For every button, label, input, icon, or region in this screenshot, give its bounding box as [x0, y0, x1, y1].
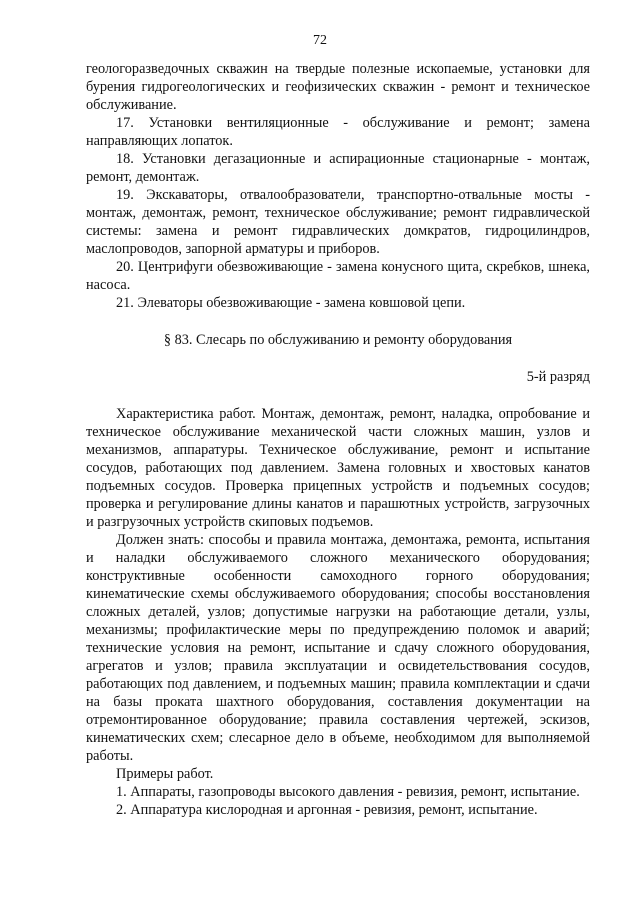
intro-item-19: 19. Экскаваторы, отвалообразователи, транспортно-отвальные мосты - монтаж, демонтаж, ремонт, техническое обслуживание; ремонт гидравлической системы: замена и ремонт гидравлических домкратов, гидроцилиндров, маслопроводов, запорной арматуры и приборов.	[86, 187, 590, 257]
page-content	[86, 60, 590, 819]
work-characteristic: Характеристика работ. Монтаж, демонтаж, ремонт, наладка, опробование и техническое обслуживание механической части сложных машин, узлов и механизмов, аппаратуры. Техническое обслуживание, ремонт и испытание сосудов, работающих под давлением. Замена головных и хвостовых канатов подъемных сосудов. Проверка прицепных устройств и подъемных сосудов; проверка и регулирование длины канатов и парашютных устройств, загрузочных и разгрузочных устройств скиповых подъемов.	[86, 406, 590, 530]
intro-item-20: 20. Центрифуги обезвоживающие - замена конусного щита, скребков, шнека, насоса.	[86, 259, 590, 293]
page-number: 72	[313, 33, 327, 48]
must-know: Должен знать: способы и правила монтажа, демонтажа, ремонта, испытания и наладки обслуживаемого сложного механического оборудования; конструктивные особенности самоходного горного оборудования; кинематические схемы обслуживаемого оборудования; способы восстановления сложных деталей, узлов; допустимые нагрузки на работающие детали, узлы, механизмы; профилактические меры по предупреждению поломок и аварий; технические условия на ремонт, испытание и сдачу сложного оборудования, агрегатов и узлов; правила эксплуатации и освидетельствования сосудов, работающих под давлением, и подъемных машин; правила комплектации и сдачи на базы проката шахтного оборудования, составления документации на отремонтированное оборудование; правила составления чертежей, эскизов, кинематических схем; слесарное дело в объеме, необходимом для выполняемой работы.	[86, 532, 590, 764]
intro-item-18: 18. Установки дегазационные и аспирационные стационарные - монтаж, ремонт, демонтаж.	[86, 151, 590, 185]
intro-item-17: 17. Установки вентиляционные - обслуживание и ремонт; замена направляющих лопаток.	[86, 115, 590, 149]
grade-label: 5-й разряд	[526, 369, 590, 385]
intro-paragraph-continuation: геологоразведочных скважин на твердые полезные ископаемые, установки для бурения гидрогеологических и геофизических скважин - ремонт и техническое обслуживание.	[86, 61, 590, 113]
example-item-2: 2. Аппаратура кислородная и аргонная - ревизия, ремонт, испытание.	[116, 802, 538, 818]
section-heading: § 83. Слесарь по обслуживанию и ремонту оборудования	[163, 332, 513, 348]
intro-item-21: 21. Элеваторы обезвоживающие - замена ковшовой цепи.	[116, 295, 466, 311]
examples-title: Примеры работ.	[116, 766, 214, 782]
example-item-1: 1. Аппараты, газопроводы высокого давления - ревизия, ремонт, испытание.	[116, 784, 580, 800]
